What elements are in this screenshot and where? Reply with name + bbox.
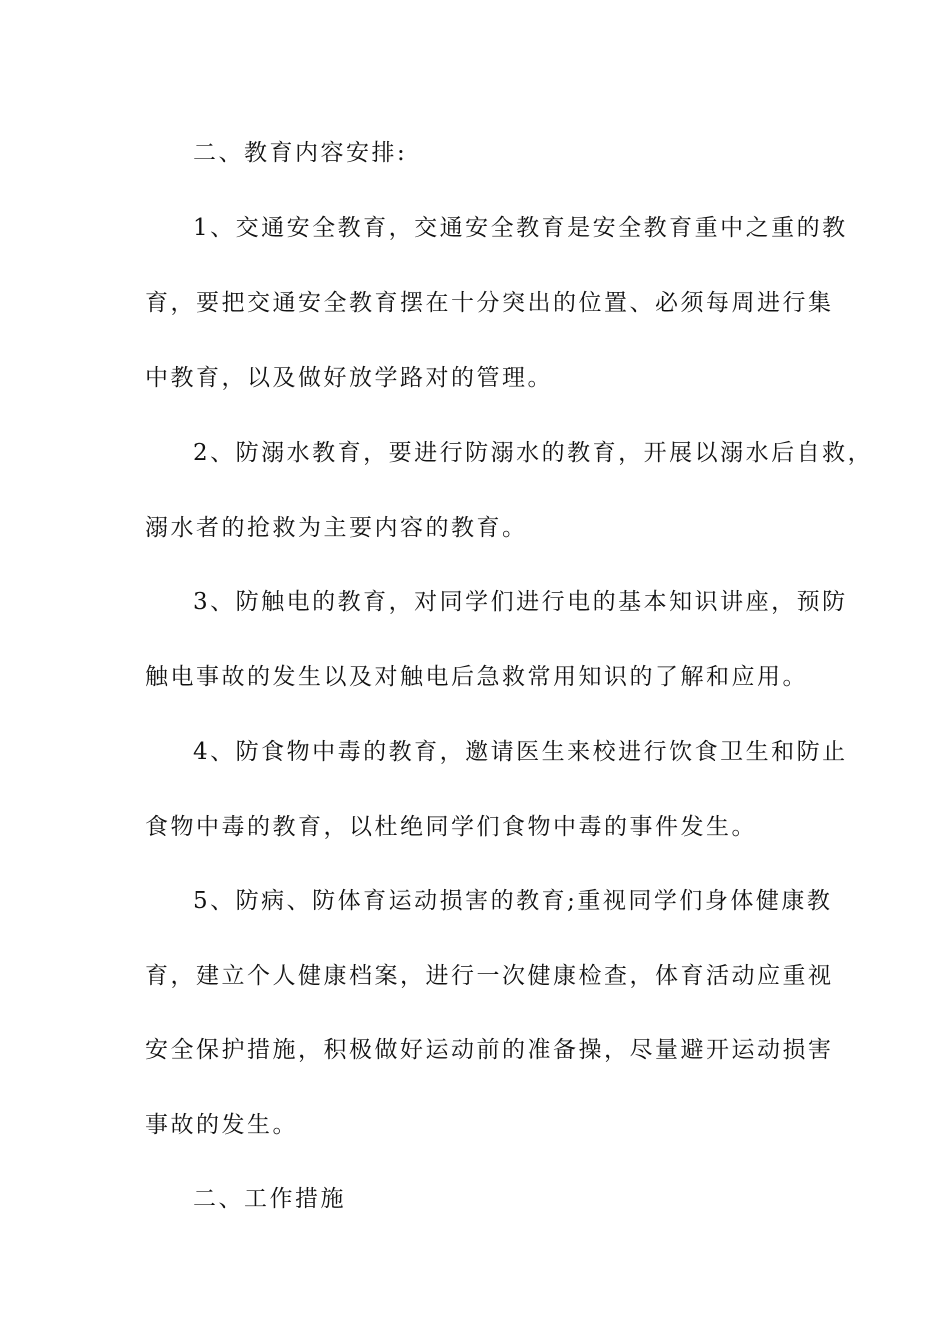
paragraph-line: 2、防溺水教育，要进行防溺水的教育，开展以溺水后自救，: [193, 440, 874, 466]
paragraph-line: 4、防食物中毒的教育，邀请医生来校进行饮食卫生和防止: [193, 739, 848, 765]
paragraph-line: 食物中毒的教育，以杜绝同学们食物中毒的事件发生。: [145, 814, 757, 840]
paragraph-line: 育，建立个人健康档案，进行一次健康检查，体育活动应重视: [145, 963, 834, 989]
paragraph-line: 育，要把交通安全教育摆在十分突出的位置、必须每周进行集: [145, 290, 834, 316]
paragraph-line: 事故的发生。: [145, 1112, 298, 1138]
section-heading-measures: 二、工作措施: [193, 1186, 346, 1212]
paragraph-line: 3、防触电的教育，对同学们进行电的基本知识讲座，预防: [193, 589, 848, 615]
paragraph-line: 触电事故的发生以及对触电后急救常用知识的了解和应用。: [145, 664, 808, 690]
paragraph-line: 溺水者的抢救为主要内容的教育。: [145, 515, 528, 541]
paragraph-line: 5、防病、防体育运动损害的教育;重视同学们身体健康教: [193, 888, 833, 914]
paragraph-line: 中教育，以及做好放学路对的管理。: [145, 365, 553, 391]
section-heading-content: 二、教育内容安排:: [193, 140, 408, 166]
paragraph-line: 安全保护措施，积极做好运动前的准备操，尽量避开运动损害: [145, 1037, 834, 1063]
paragraph-line: 1、交通安全教育，交通安全教育是安全教育重中之重的教: [193, 215, 848, 241]
